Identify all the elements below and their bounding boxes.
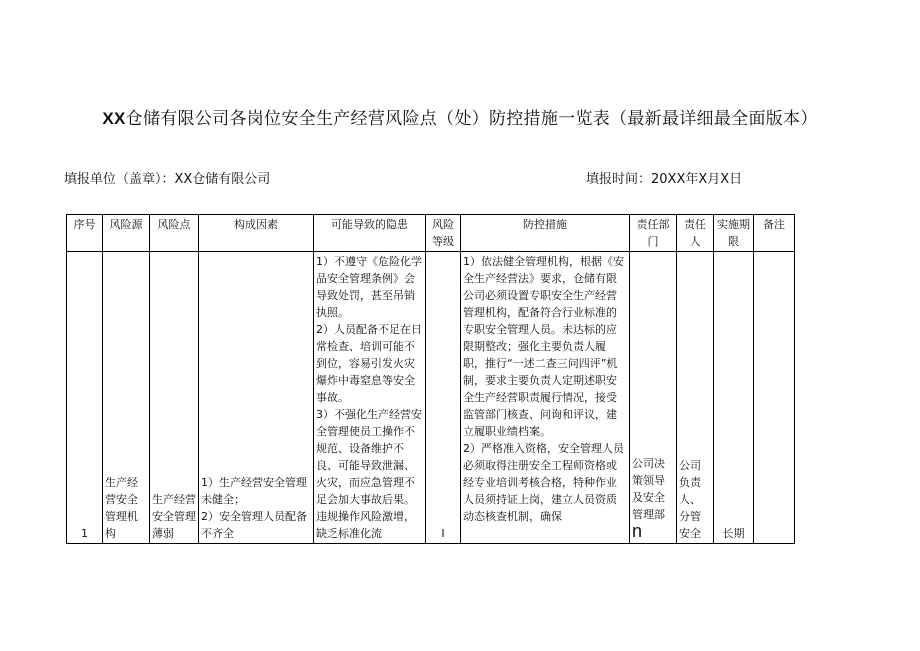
- cell-person: 公司负责人、分管安全: [677, 252, 714, 544]
- cell-risk-point: 生产经营安全管理薄弱: [150, 252, 199, 544]
- header-hazards: 可能导致的隐患: [314, 215, 426, 252]
- page-title: XX仓储有限公司各岗位安全生产经营风险点（处）防控措施一览表（最新最详细最全面版本）: [102, 109, 818, 129]
- header-measures: 防控措施: [461, 215, 630, 252]
- cell-hazards: 1）不遵守《危险化学品安全管理条例》会导致处罚，甚至吊销执照。 2）人员配备不足在日常检查、培训可能不到位，容易引发火灾爆炸中毒窒息等安全事故。 3）不强化生产经营安全管理使员工操作不规范、设备维护不良、可能导致泄漏、火灾，而应急管理不足会加大事故后果。违规操作风险激增，缺乏标准化流: [314, 252, 426, 544]
- table-row: [67, 252, 795, 544]
- table-header-row: [67, 215, 795, 252]
- header-person: 责任人: [677, 215, 714, 252]
- header-factors: 构成因素: [199, 215, 314, 252]
- cell-risk-level: I: [426, 252, 461, 544]
- dept-text: 公司决策领导及安全管理部: [632, 457, 665, 521]
- cell-dept: [630, 252, 677, 544]
- header-no: 序号: [67, 215, 103, 252]
- cell-measures: 1）依法健全管理机构，根据《安全生产经营法》要求，仓储有限公司必须设置专职安全生产经营管理机构，配备符合行业标准的专职安全管理人员。未达标的应限期整改；强化主要负责人履职，推行“一述二查三问四评”机制，要求主要负责人定期述职安全生产经营职责履行情况，接受监管部门核查、问询和评议，建立履职业绩档案。 2）严格准入资格，安全管理人员必须取得注册安全工程师资格或经专业培训考核合格，特种作业人员须持证上岗，建立人员资质动态核查机制，确保: [461, 252, 630, 544]
- header-risk-level: 风险等级: [426, 215, 461, 252]
- cell-risk-source: 生产经营安全管理机构: [103, 252, 150, 544]
- header-risk-source: 风险源: [103, 215, 150, 252]
- header-risk-point: 风险点: [150, 215, 199, 252]
- header-period: 实施期限: [714, 215, 754, 252]
- cell-factors: 1）生产经营安全管理未健全； 2）安全管理人员配备不齐全: [199, 252, 314, 544]
- reporting-unit: 填报单位（盖章）：XX仓储有限公司: [64, 172, 271, 187]
- cell-period: 长期: [714, 252, 754, 544]
- cell-no: 1: [67, 252, 103, 544]
- reporting-time: 填报时间：20XX年X月X日: [586, 172, 743, 187]
- header-dept: 责任部门: [630, 215, 677, 252]
- dept-tail: n: [632, 521, 643, 541]
- risk-control-table: [66, 214, 795, 544]
- header-remark: 备注: [754, 215, 795, 252]
- cell-remark: [754, 252, 795, 544]
